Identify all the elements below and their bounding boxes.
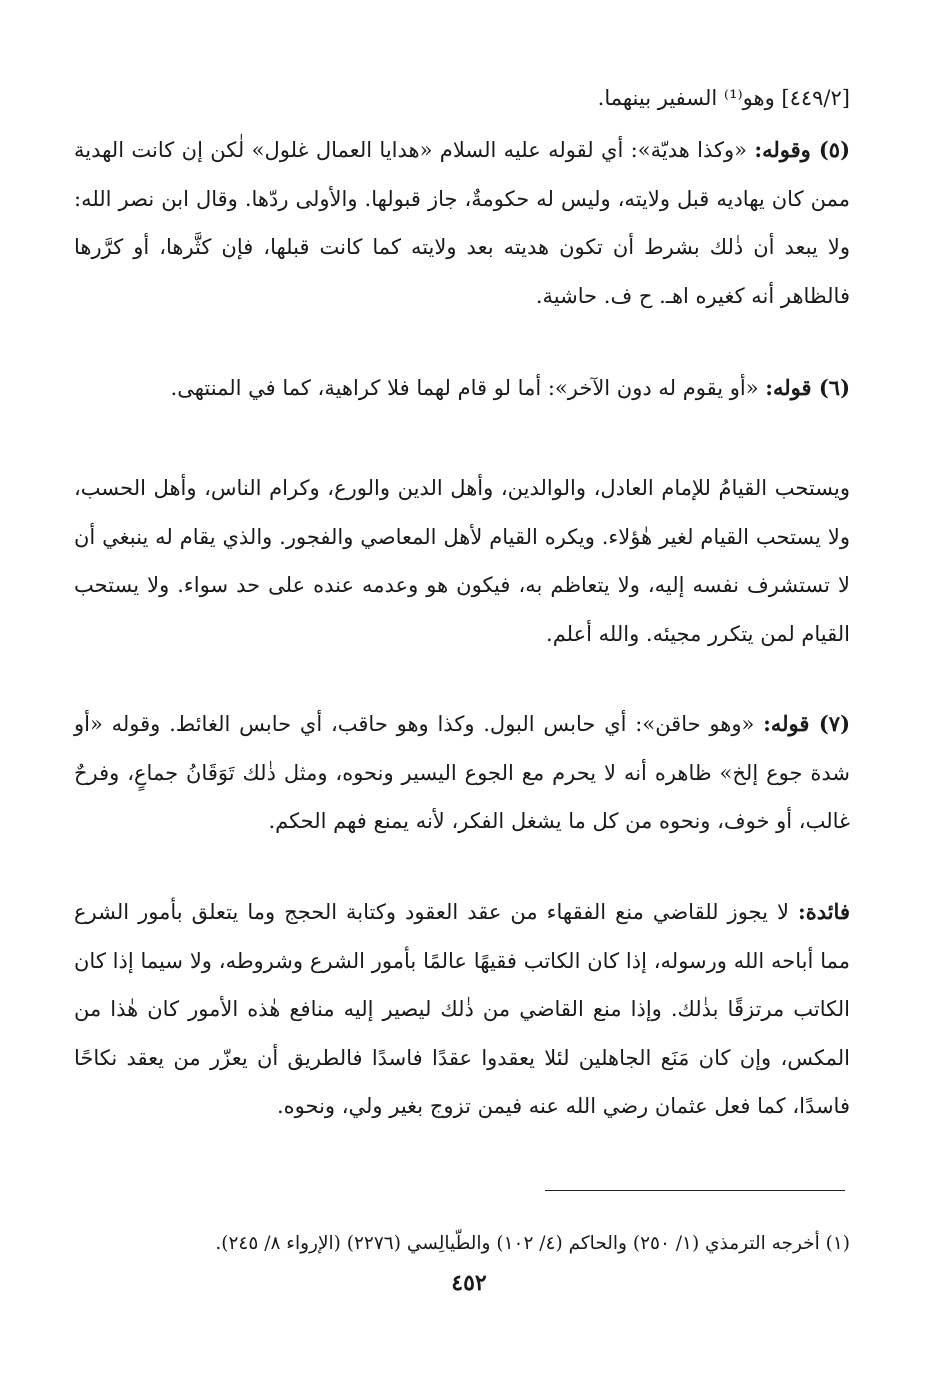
- paragraph-lead: فائدة:: [797, 899, 850, 924]
- commentary-paragraph-6: [74, 364, 850, 413]
- paragraph-text: «وهو حاقن»: أي حابس البول. وكذا وهو حاقب، أي حابس الغائط. وقوله «أو شدة جوع إلخ» ظاهره أنه لا يحرم مع الجوع اليسير ونحوه، ومثل ذٰلك تَوَقَانُ جماعٍ، وفرحٌ غالب، أو خوف، ونحوه من كل ما يشغل الفكر، لأنه يمنع فهم الحكم.: [74, 712, 850, 833]
- paragraph-lead: (٦) قوله:: [765, 375, 850, 400]
- commentary-paragraph-5: [74, 126, 850, 320]
- benefit-paragraph: [74, 888, 850, 1131]
- paragraph-text: ويستحب القيامُ للإمام العادل، والوالدين، وأهل الدين والورع، وكرام الناس، وأهل الحسب، ولا يستحب القيام لغير هٰؤلاء. ويكره القيام لأهل المعاصي والفجور. والذي يقام له ينبغي أن لا تستشرف نفسه إليه، ولا يتعاظم به، فيكون هو وعدمه عنده على حد سواء. ولا يستحب القيام لمن يتكرر مجيئه. والله أعلم.: [74, 476, 850, 646]
- commentary-paragraph-7: [74, 700, 850, 846]
- footnote: (١) أخرجه الترمذي (١/ ٢٥٠) والحاكم (٤/ ١٠٢) والطّيالِسي (٢٢٧٦) (الإرواء ٨/ ٢٤٥).: [215, 1232, 850, 1254]
- footnote-divider: [545, 1190, 845, 1191]
- paragraph-text: «أو يقوم له دون الآخر»: أما لو قام لهما فلا كراهية، كما في المنتهى.: [170, 376, 766, 400]
- paragraph-lead: (٧) قوله:: [763, 711, 850, 736]
- continuation-line: [٤٤٩/٢] وهو⁽¹⁾ السفير بينهما.: [597, 86, 850, 110]
- page-number: ٤٥٢: [451, 1270, 487, 1296]
- paragraph-text: «وكذا هديّة»: أي لقوله عليه السلام «هدايا العمال غلول» لٰكن إن كانت الهدية ممن كان يهاديه قبل ولايته، وليس له حكومةٌ، جاز قبولها. والأولى ردّها. وقال ابن نصر الله: ولا يبعد أن ذٰلك بشرط أن تكون هديته بعد ولايته كما كانت قبلها، فإن كثَّرها، أو كرَّرها فالظاهر أنه كغيره اهـ. ح ف. حاشية.: [74, 138, 850, 308]
- paragraph-lead: (٥) وقوله:: [754, 137, 850, 162]
- paragraph-text: لا يجوز للقاضي منع الفقهاء من عقد العقود وكتابة الحجج وما يتعلق بأمور الشرع مما أباحه الله ورسوله، إذا كان الكاتب فقيهًا عالمًا بأمور الشرع وشروطه، ولا سيما إذا كان الكاتب مرتزقًا بذٰلك. وإذا منع القاضي من ذٰلك ليصير إليه منافع هٰذه الأمور كان هٰذا من المكس، وإن كان مَنَع الجاهلين لئلا يعقدوا عقدًا فاسدًا فالطريق أن يعزّر من يعقد نكاحًا فاسدًا، كما فعل عثمان رضي الله عنه فيمن تزوج بغير ولي، ونحوه.: [74, 900, 850, 1118]
- standing-paragraph: [74, 464, 850, 658]
